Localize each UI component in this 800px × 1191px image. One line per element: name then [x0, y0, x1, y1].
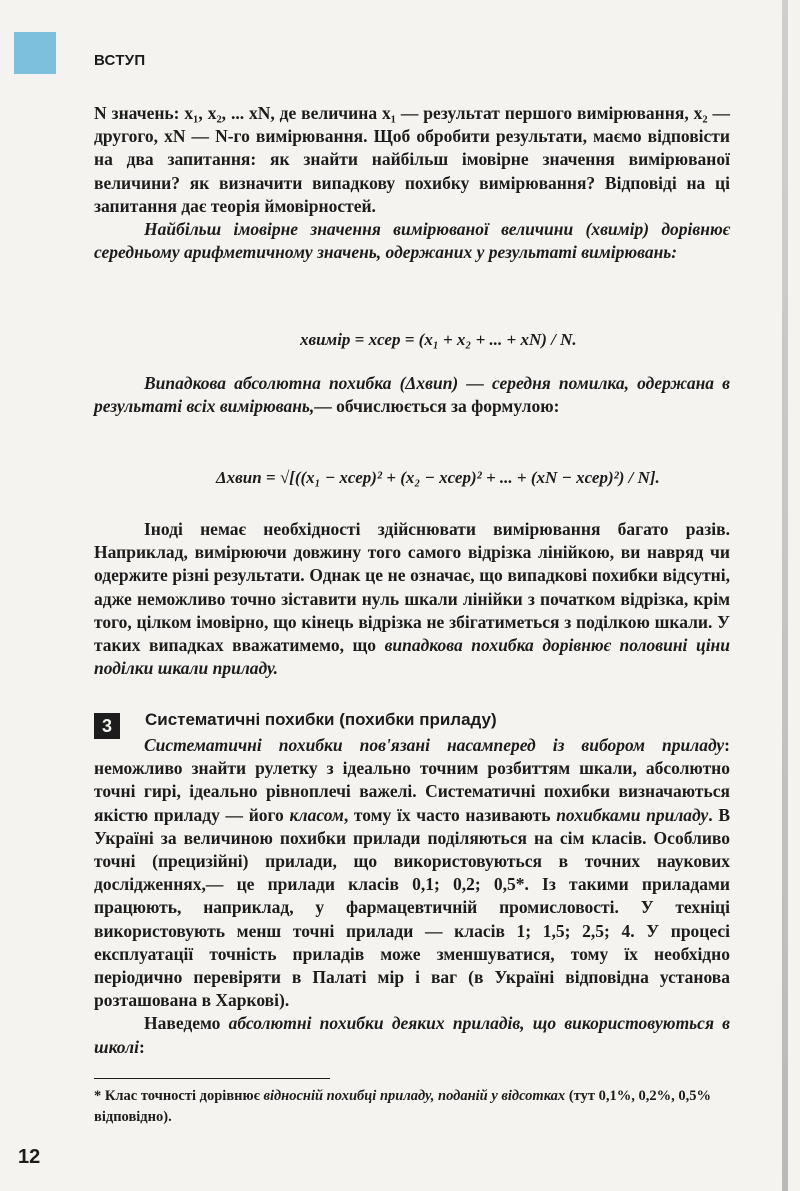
term-class: класом — [289, 804, 344, 825]
single-measurement-text: Іноді немає необхідності здійснювати вимірювання багато разів. Наприклад, вимірюючи довжину того самого відрізка лінійкою, ви навряд чи одержите різні результати. Однак це не означає, що випадкові похибки відсутні, адже неможливо точно зіставити нуль шкали лінійки з початком відрізка, крім того, цілком імовірно, що кінець відрізка не збігатиметься з поділкою шкали. У таких випадках вважатимемо, що — [94, 519, 730, 656]
paragraph-systematic-errors — [94, 734, 730, 1012]
footnote-text-italic: відносній похибці приладу, поданій у відсотках — [263, 1088, 566, 1104]
systematic-text-a: : неможливо знайти рулетку з ідеально точним розбиттям шкали, абсолютно точні гирі, ідеально рівноплечі важелі. Систематичні похибки визначаються якістю приладу — його — [94, 735, 730, 825]
systematic-text-c: , тому їх часто називають — [343, 804, 557, 825]
single-measurement-conclusion: випадкова похибка дорівнює половині ціни поділки шкали приладу. — [94, 635, 731, 679]
school-instruments-italic: абсолютні похибки деяких приладів, що використовуються в школі — [94, 1013, 730, 1057]
section-title: Систематичні похибки (похибки приладу) — [145, 710, 497, 729]
school-instruments-start: Наведемо — [144, 1013, 229, 1034]
footnote-text-c: (тут 0,1%, 0,2%, 0,5% відповідно). — [94, 1088, 711, 1125]
formula-random-error: Δxвип = √[((x₁ − xсер)² + (x₂ − xсер)² + ... + (xN − xсер)²) / N]. — [216, 468, 660, 487]
systematic-text-e: . В Україні за величиною похибки прилади поділяються на сім класів. Особливо точні (прецизійні) прилади, що використовуються в точних наукових дослідженнях,— це прилади класів 0,1; 0,2; 0,5*. Із такими приладами працюють, наприклад, у фармацевтичній промисловості. У техніці використовують менш точні прилади — класів 1; 1,5; 2,5; 4. У процесі експлуатації точність приладів може зменшуватися, тому їх необхідно періодично перевіряти в Палаті мір і ваг (в Україні відповідна установа розташована в Харкові). — [94, 804, 730, 1011]
term-instrument-errors: похибками приладу — [556, 804, 709, 825]
paragraph-school-instruments — [94, 1012, 730, 1058]
page-edge — [782, 0, 788, 1191]
school-instruments-end: : — [138, 1036, 145, 1057]
footnote-text-a: * Клас точності дорівнює — [94, 1088, 264, 1104]
running-header: ВСТУП — [94, 52, 146, 69]
random-error-tail: — обчислюється за формулою: — [314, 396, 560, 417]
body-block-1 — [94, 102, 730, 264]
paragraph-probable-value: Найбільш імовірне значення вимірюваної величини (xвимір) дорівнює середньому арифметичному значень, одержаних у результаті вимірювань: — [94, 219, 730, 263]
body-block-3 — [94, 518, 730, 680]
section-number-badge: 3 — [94, 713, 120, 739]
random-error-definition: Випадкова абсолютна похибка (Δxвип) — середня помилка, одержана в результаті всіх вимірювань, — [94, 373, 730, 417]
footnote — [94, 1086, 730, 1128]
paragraph-measurements: N значень: x₁, x₂, ... xN, де величина x₁ — результат першого вимірювання, x₂ — другого, xN — N-го вимірювання. Щоб обробити результати, маємо відповісти на два запитання: як знайти найбільш імовірне значення вимірюваної величини? як визначити випадкову похибку вимірювання? Відповіді на ці запитання дає теорія ймовірностей. — [94, 103, 730, 216]
paragraph-single-measurement — [94, 518, 730, 680]
paragraph-random-error — [94, 372, 730, 418]
footnote-divider — [94, 1078, 330, 1079]
page-number: 12 — [18, 1146, 41, 1168]
body-block-4 — [94, 734, 730, 1059]
systematic-definition: Систематичні похибки пов'язані насамперед із вибором приладу — [144, 735, 725, 755]
chapter-color-marker — [14, 32, 56, 74]
formula-mean-value: xвимір = xсер = (x₁ + x₂ + ... + xN) / N. — [300, 330, 577, 349]
body-block-2 — [94, 372, 730, 418]
